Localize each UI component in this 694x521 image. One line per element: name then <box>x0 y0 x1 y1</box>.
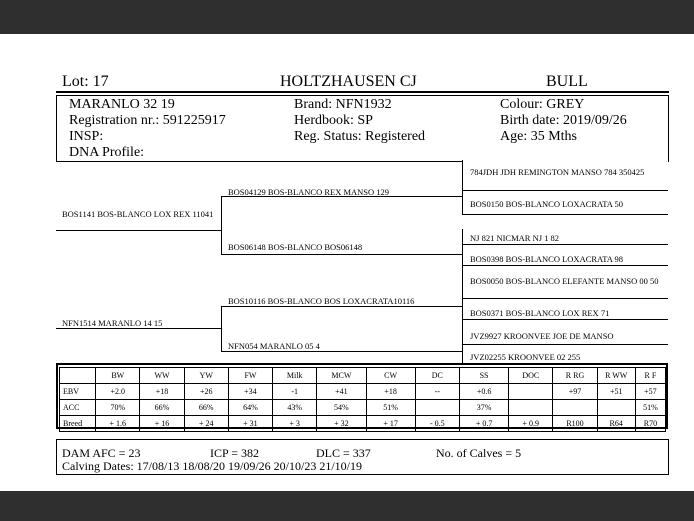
ssd-line <box>462 214 668 215</box>
table-cell: 64% <box>228 400 272 416</box>
table-cell: R64 <box>597 416 635 432</box>
header-cell: DC <box>415 368 459 384</box>
table-cell <box>597 400 635 416</box>
insp: INSP: <box>69 129 104 144</box>
dsd-line <box>462 319 668 320</box>
calving-dates: Calving Dates: 17/08/13 18/08/20 19/09/26 20/10/23 21/10/19 <box>62 459 362 473</box>
bottom-dark-bar <box>0 491 694 521</box>
colour: Colour: GREY <box>500 97 585 112</box>
table-cell: + 24 <box>184 416 228 432</box>
table-cell <box>509 400 553 416</box>
pedigree-sdd: BOS0398 BOS-BLANCO LOXACRATA 98 <box>470 254 624 264</box>
dam-line <box>56 328 222 329</box>
number-of-calves: No. of Calves = 5 <box>436 446 522 460</box>
table-cell: + 0.7 <box>459 416 508 432</box>
header-cell: R RG <box>553 368 597 384</box>
table-cell: -1 <box>273 384 317 400</box>
details-bottom-rule <box>56 161 462 162</box>
row-label: EBV <box>60 384 96 400</box>
table-cell: 37% <box>459 400 508 416</box>
pedigree-dam-sire: BOS10116 BOS-BLANCO BOS LOXACRATA10116 <box>228 296 415 306</box>
pedigree-sire: BOS1141 BOS-BLANCO LOX REX 11041 <box>62 209 214 219</box>
pedigree-dds: JVZ9927 KROONVEE JOE DE MANSO <box>470 331 614 341</box>
pedigree-dam-dam: NFN054 MARANLO 05 4 <box>228 341 320 351</box>
table-cell: + 3 <box>273 416 317 432</box>
header-cell: MCW <box>317 368 366 384</box>
details-top-rule <box>56 95 669 96</box>
animal-sex: BULL <box>546 73 588 90</box>
animal-name: MARANLO 32 19 <box>69 97 175 112</box>
header-cell <box>60 368 96 384</box>
table-cell: R70 <box>635 416 665 432</box>
table-cell: +51 <box>597 384 635 400</box>
dam-bracket <box>221 306 222 351</box>
header-cell: CW <box>366 368 415 384</box>
table-cell: + 32 <box>317 416 366 432</box>
table-cell: + 31 <box>228 416 272 432</box>
table-cell: +34 <box>228 384 272 400</box>
ds-line <box>221 306 463 307</box>
table-cell <box>415 400 459 416</box>
dd-line <box>221 351 463 352</box>
dam-afc: DAM AFC = 23 <box>62 446 141 460</box>
ebv-header-row <box>60 368 666 384</box>
pedigree-sire-sire: BOS04129 BOS-BLANCO REX MANSO 129 <box>228 187 390 197</box>
sire-line <box>56 230 222 231</box>
sd-bracket <box>462 229 463 274</box>
table-cell: 51% <box>366 400 415 416</box>
herdbook: Herdbook: SP <box>294 113 373 128</box>
table-cell: +41 <box>317 384 366 400</box>
icp: ICP = 382 <box>210 446 259 460</box>
brand: Brand: NFN1932 <box>294 97 392 112</box>
sdd-line <box>462 265 668 266</box>
acc-row <box>60 400 666 416</box>
header-cell: FW <box>228 368 272 384</box>
row-label: ACC <box>60 400 96 416</box>
sss-line <box>462 190 668 191</box>
sds-line <box>462 244 668 245</box>
header-cell: BW <box>96 368 140 384</box>
header-cell: Milk <box>273 368 317 384</box>
top-dark-bar <box>0 0 694 34</box>
table-cell: - 0.5 <box>415 416 459 432</box>
header-cell: R WW <box>597 368 635 384</box>
pedigree-dss: BOS0050 BOS-BLANCO ELEFANTE MANSO 00 50 <box>470 276 659 286</box>
table-cell: 66% <box>140 400 184 416</box>
header-cell: SS <box>459 368 508 384</box>
footer-right-rule <box>668 439 669 475</box>
footer-left-rule <box>56 439 57 475</box>
pedigree-ssd: BOS0150 BOS-BLANCO LOXACRATA 50 <box>470 199 624 209</box>
dd-bracket <box>462 328 463 364</box>
pedigree-dam: NFN1514 MARANLO 14 15 <box>62 318 163 328</box>
reg-status: Reg. Status: Registered <box>294 129 426 144</box>
table-cell: +18 <box>140 384 184 400</box>
registration-number: Registration nr.: 591225917 <box>69 113 226 128</box>
header-cell: YW <box>184 368 228 384</box>
pedigree-sss: 784JDH JDH REMINGTON MANSO 784 350425 <box>470 167 645 177</box>
sd-line <box>221 254 463 255</box>
sire-bracket <box>221 196 222 255</box>
footer-top-rule <box>56 439 669 440</box>
ebv-table <box>59 367 666 432</box>
pedigree-ddd: JVZ02255 KROONVEE 02 255 <box>470 352 581 362</box>
table-cell <box>509 384 553 400</box>
birth-date: Birth date: 2019/09/26 <box>500 113 627 128</box>
table-cell: +18 <box>366 384 415 400</box>
dlc: DLC = 337 <box>316 446 371 460</box>
table-cell: 54% <box>317 400 366 416</box>
owner-name: HOLTZHAUSEN CJ <box>280 73 417 90</box>
header-cell: WW <box>140 368 184 384</box>
ss-bracket <box>462 160 463 215</box>
age: Age: 35 Mths <box>500 129 577 144</box>
ebv-row <box>60 384 666 400</box>
table-cell: +2.0 <box>96 384 140 400</box>
pedigree-sire-dam: BOS06148 BOS-BLANCO BOS06148 <box>228 242 363 252</box>
table-cell: -- <box>415 384 459 400</box>
details-left-rule <box>56 95 57 162</box>
header-cell: R F <box>635 368 665 384</box>
title-rule <box>56 91 669 93</box>
dss-line <box>462 298 668 299</box>
table-cell: 43% <box>273 400 317 416</box>
footer-bottom-rule <box>56 474 669 475</box>
table-cell: +0.6 <box>459 384 508 400</box>
table-cell: + 1.6 <box>96 416 140 432</box>
table-cell: + 0.9 <box>509 416 553 432</box>
row-label: Breed <box>60 416 96 432</box>
dds-line <box>462 344 668 345</box>
table-cell: + 16 <box>140 416 184 432</box>
table-cell: +97 <box>553 384 597 400</box>
table-cell: + 17 <box>366 416 415 432</box>
table-cell: R100 <box>553 416 597 432</box>
pedigree-sds: NJ 821 NICMAR NJ 1 82 <box>470 233 560 243</box>
table-cell: 70% <box>96 400 140 416</box>
lot-number: Lot: 17 <box>62 73 109 90</box>
breed-row <box>60 416 666 432</box>
details-right-rule <box>668 95 669 162</box>
table-cell: 66% <box>184 400 228 416</box>
table-cell: +57 <box>635 384 665 400</box>
table-cell: +26 <box>184 384 228 400</box>
table-cell <box>553 400 597 416</box>
pedigree-dsd: BOS0371 BOS-BLANCO LOX REX 71 <box>470 308 610 318</box>
header-cell: DOC <box>509 368 553 384</box>
table-cell: 51% <box>635 400 665 416</box>
dna-profile: DNA Profile: <box>69 145 145 160</box>
